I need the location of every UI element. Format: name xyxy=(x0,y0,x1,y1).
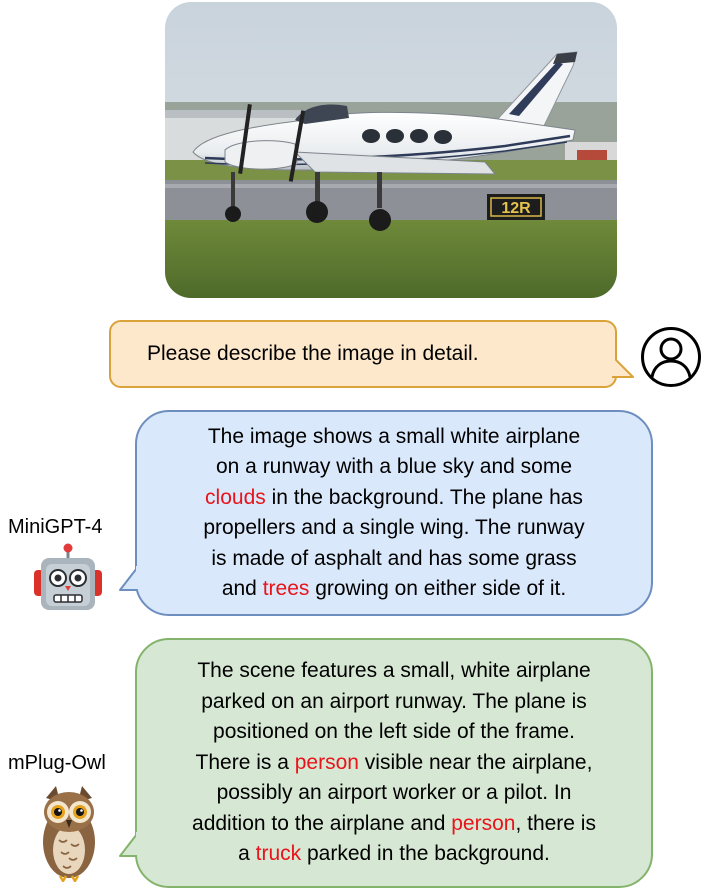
response-line xyxy=(203,452,584,483)
response-line xyxy=(192,717,596,748)
user-prompt-bubble xyxy=(109,320,617,388)
response-line xyxy=(203,574,584,605)
robot-icon xyxy=(32,542,104,614)
response-line xyxy=(192,809,596,840)
response-text-segment: The scene features a small, white airplane xyxy=(197,659,591,683)
response-text-segment: is made of asphalt and has some grass xyxy=(211,546,577,570)
response-line xyxy=(192,656,596,687)
airplane-photo xyxy=(165,2,617,298)
response-text-segment: growing on either side of it. xyxy=(309,577,567,600)
response-text-segment: positioned on the left side of the frame. xyxy=(213,720,575,744)
hallucinated-word: person xyxy=(451,811,516,835)
hallucinated-word: trees xyxy=(262,577,310,600)
response-text-segment: parked on an airport runway. The plane is xyxy=(201,689,587,713)
minigpt4-bubble-tail xyxy=(117,566,139,596)
response-line xyxy=(203,544,584,575)
response-line xyxy=(203,483,584,514)
response-text-segment: , there is xyxy=(515,811,596,835)
mplug-owl-bubble-tail xyxy=(117,832,139,862)
response-line xyxy=(192,687,596,718)
response-line xyxy=(192,748,596,779)
response-line xyxy=(192,778,596,809)
response-text-segment: in the background. The plane has xyxy=(265,485,583,509)
model-label-minigpt4: MiniGPT-4 xyxy=(8,516,103,538)
model-label-mplug-owl: mPlug-Owl xyxy=(8,752,106,774)
owl-icon xyxy=(38,782,100,882)
response-line xyxy=(192,839,596,870)
response-text-segment: There is a xyxy=(195,750,295,774)
mplug-owl-response-text xyxy=(192,656,596,870)
response-text-segment: visible near the airplane, xyxy=(358,750,593,774)
response-text-segment: and xyxy=(221,577,263,600)
user-icon xyxy=(640,326,702,388)
response-text-segment: possibly an airport worker or a pilot. In xyxy=(216,781,572,805)
response-text-segment: on a runway with a blue sky and some xyxy=(215,455,573,478)
user-bubble-tail xyxy=(612,355,636,381)
response-text-segment: a xyxy=(238,842,256,866)
minigpt4-response-text xyxy=(203,422,584,605)
response-line xyxy=(203,513,584,544)
mplug-owl-response-bubble xyxy=(135,638,653,888)
response-line xyxy=(203,422,584,453)
user-prompt-text: Please describe the image in detail. xyxy=(147,342,479,365)
response-text-segment: parked in the background. xyxy=(301,842,550,866)
runway-sign-text: 12R xyxy=(501,200,531,217)
hallucinated-word: person xyxy=(294,750,359,774)
response-text-segment: addition to the airplane and xyxy=(192,811,452,835)
hallucinated-word: clouds xyxy=(205,485,266,509)
response-text-segment: The image shows a small white airplane xyxy=(207,424,581,448)
minigpt4-response-bubble xyxy=(135,410,653,616)
hallucinated-word: truck xyxy=(255,842,302,866)
response-text-segment: propellers and a single wing. The runway xyxy=(203,516,585,539)
